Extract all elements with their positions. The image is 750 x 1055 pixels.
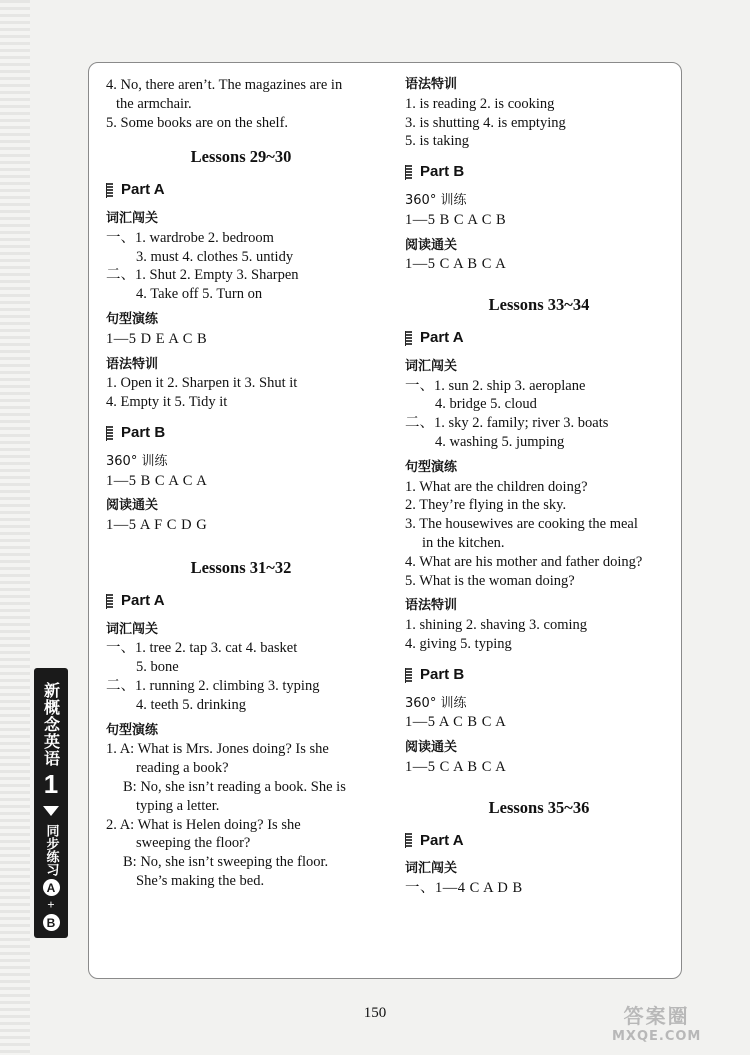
volume-number: 1 xyxy=(43,769,59,799)
answer-line: 4. teeth 5. drinking xyxy=(136,696,246,713)
lesson-title: Lessons 35~36 xyxy=(488,797,590,817)
part-heading xyxy=(106,592,376,611)
answer-line: 1—5 D E A C B xyxy=(106,330,208,347)
part-marker-icon xyxy=(106,183,113,198)
answer-line: sweeping the floor? xyxy=(136,835,251,852)
answer-line: 1. A: What is Mrs. Jones doing? Is she xyxy=(106,741,329,758)
section-title: 词汇闯关 xyxy=(106,621,159,637)
section-title: 360° 训练 xyxy=(405,695,467,711)
part-heading xyxy=(405,329,673,348)
part-marker-icon xyxy=(405,165,412,180)
page-edge-texture xyxy=(0,0,30,1055)
answer-line: B: No, she isn’t reading a book. She is xyxy=(123,778,346,795)
series-title: 新概念英语 xyxy=(41,682,61,767)
part-label: Part A xyxy=(121,591,165,609)
right-column xyxy=(405,76,673,898)
answer-line: 1—5 C A B C A xyxy=(405,256,507,273)
answer-line: in the kitchen. xyxy=(422,534,505,551)
part-marker-icon xyxy=(405,331,412,346)
answer-line: 一、1. tree 2. tap 3. cat 4. basket xyxy=(106,640,298,657)
answer-line: 一、1. sun 2. ship 3. aeroplane xyxy=(405,377,586,394)
answer-line: 二、1. running 2. climbing 3. typing xyxy=(106,677,320,694)
answer-line: 1—5 B C A C B xyxy=(405,211,507,228)
plus-sign: + xyxy=(47,897,55,912)
book-sidebar-tab xyxy=(34,668,68,938)
section-title: 词汇闯关 xyxy=(405,358,458,374)
section-title: 360° 训练 xyxy=(106,453,168,469)
answer-line: 1. is reading 2. is cooking xyxy=(405,95,555,112)
answer-line: 1—5 B C A C A xyxy=(106,472,208,489)
section-title: 阅读通关 xyxy=(106,498,159,514)
left-column xyxy=(106,76,376,891)
section-title: 词汇闯关 xyxy=(106,210,159,226)
part-marker-icon xyxy=(405,668,412,683)
watermark-bottom: MXQE.COM xyxy=(612,1029,702,1044)
watermark xyxy=(612,1000,701,1044)
page-number: 150 xyxy=(363,1005,387,1021)
part-label: Part A xyxy=(420,328,464,346)
answer-line: 3. The housewives are cooking the meal xyxy=(405,516,638,533)
answer-line: 1. shining 2. shaving 3. coming xyxy=(405,617,588,634)
part-label: Part B xyxy=(420,665,465,683)
section-title: 阅读通关 xyxy=(405,237,458,253)
badge-b: B xyxy=(43,914,60,931)
answer-line: the armchair. xyxy=(116,95,192,112)
section-title: 360° 训练 xyxy=(405,192,467,208)
part-label: Part B xyxy=(121,423,166,441)
answer-line: 4. Empty it 5. Tidy it xyxy=(106,394,228,411)
part-label: Part B xyxy=(420,163,465,181)
answer-line: 5. is taking xyxy=(405,133,470,150)
answer-line: She’s making the bed. xyxy=(136,872,265,889)
part-label: Part A xyxy=(121,181,165,199)
part-heading xyxy=(405,666,673,685)
section-title: 语法特训 xyxy=(106,356,159,372)
section-title: 语法特训 xyxy=(405,77,458,92)
section-title: 句型演练 xyxy=(106,311,159,327)
answer-line: 2. They’re flying in the sky. xyxy=(405,497,567,514)
answer-line: 1. What are the children doing? xyxy=(405,478,588,495)
subtitle: 同步练习 xyxy=(43,824,59,876)
section-title: 阅读通关 xyxy=(405,740,458,756)
part-heading xyxy=(405,163,673,182)
badge-a: A xyxy=(43,879,60,896)
answer-line: 1—5 C A B C A xyxy=(405,758,507,775)
lesson-title: Lessons 29~30 xyxy=(190,147,292,167)
part-marker-icon xyxy=(106,426,113,441)
answer-line: 3. is shutting 4. is emptying xyxy=(405,114,566,131)
part-marker-icon xyxy=(405,833,412,848)
answer-line: 1. Open it 2. Sharpen it 3. Shut it xyxy=(106,375,298,392)
answer-line: 5. What is the woman doing? xyxy=(405,572,575,589)
answer-line: 1—5 A F C D G xyxy=(106,517,208,534)
answer-line: 4. washing 5. jumping xyxy=(435,433,565,450)
answer-line: 一、1—4 C A D B xyxy=(405,880,523,897)
part-label: Part A xyxy=(420,831,464,849)
answer-line: 4. giving 5. typing xyxy=(405,635,512,652)
answer-line: 4. What are his mother and father doing? xyxy=(405,553,643,570)
answer-line: 二、1. sky 2. family; river 3. boats xyxy=(405,415,609,432)
lesson-title: Lessons 31~32 xyxy=(190,557,292,577)
watermark-top: 答案圈 xyxy=(623,1004,690,1028)
answer-line: 5. Some books are on the shelf. xyxy=(106,114,289,131)
section-title: 语法特训 xyxy=(405,598,458,614)
section-title: 词汇闯关 xyxy=(405,861,458,877)
answer-line: 3. must 4. clothes 5. untidy xyxy=(136,248,294,265)
answer-line: 4. No, there aren’t. The magazines are in xyxy=(106,77,343,93)
answer-line: 1—5 A C B C A xyxy=(405,714,507,731)
answer-line: 2. A: What is Helen doing? Is she xyxy=(106,816,301,833)
down-arrow-icon xyxy=(43,806,59,816)
part-marker-icon xyxy=(106,594,113,609)
answer-line: B: No, she isn’t sweeping the floor. xyxy=(123,854,329,871)
answer-line: 5. bone xyxy=(136,659,179,676)
lesson-title: Lessons 33~34 xyxy=(488,295,590,315)
section-title: 句型演练 xyxy=(106,722,159,738)
part-heading xyxy=(405,832,673,851)
part-heading xyxy=(106,181,376,200)
answer-line: reading a book? xyxy=(136,760,229,777)
answer-line: 4. bridge 5. cloud xyxy=(435,396,537,413)
part-heading xyxy=(106,424,376,443)
answer-line: typing a letter. xyxy=(136,797,220,814)
answer-line: 二、1. Shut 2. Empty 3. Sharpen xyxy=(106,267,299,284)
section-title: 句型演练 xyxy=(405,459,458,475)
answer-line: 一、1. wardrobe 2. bedroom xyxy=(106,229,274,246)
answer-line: 4. Take off 5. Turn on xyxy=(136,286,263,303)
